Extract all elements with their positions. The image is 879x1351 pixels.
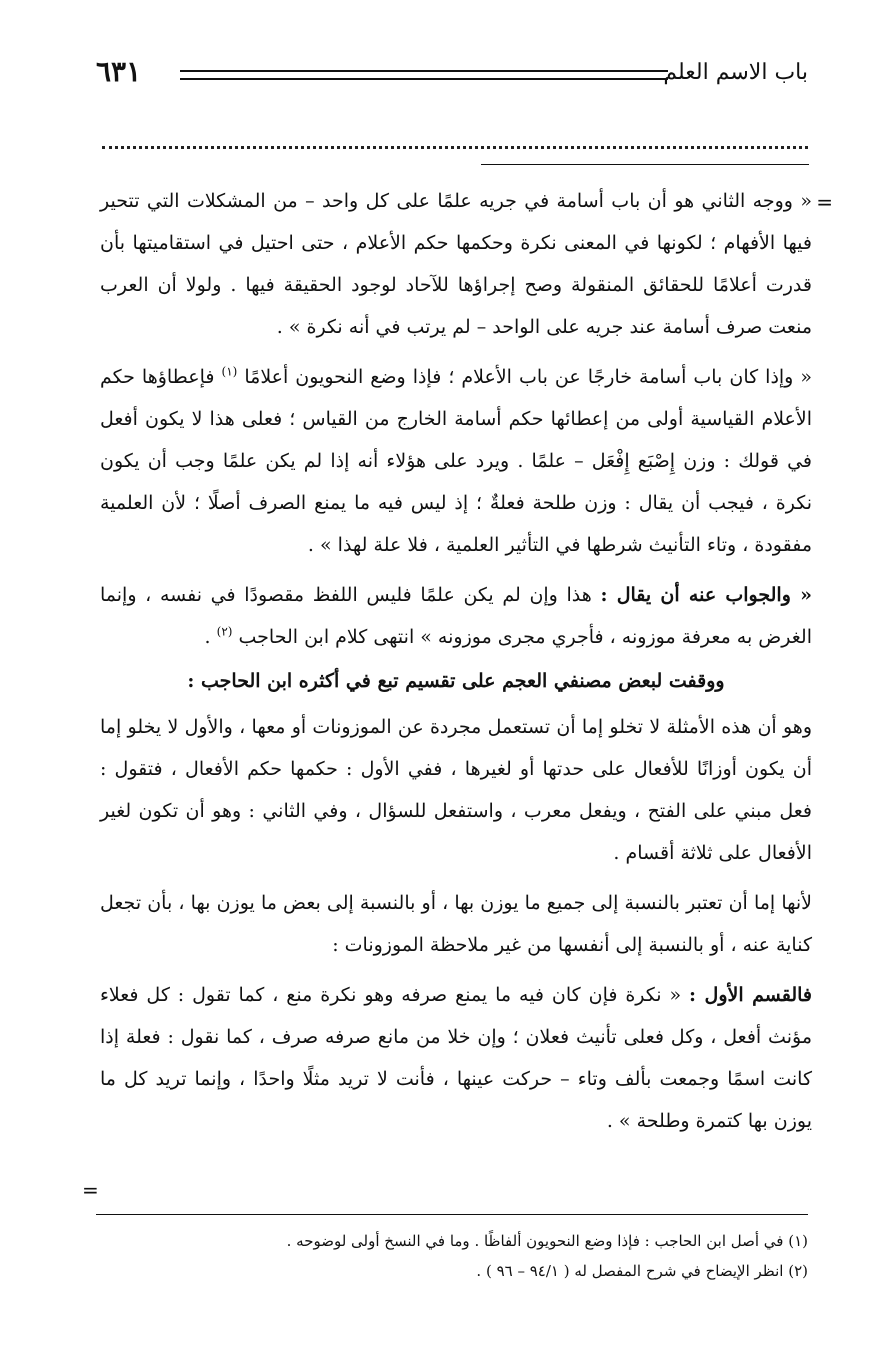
margin-equals-mark-bottom: = [82,1178,99,1202]
paragraph-2-part-b: فإعطاؤها حكم الأعلام القياسية أولى من إعطائها حكم أسامة الخارج من القياس ؛ فعلى هذا لا يكون أفعل في قولك : وزن إِصْبَع إِفْعَل – علمًا . ويرد على هؤلاء أنه إذا لم يكن علمًا وجب أن يكون نكرة ، فيجب أن يقال : وزن طلحة فعلةٌ ؛ إذ ليس فيه ما يمنع الصرف أصلًا ؛ لأن العلمية مفقودة ، وتاء التأنيث شرطها في التأثير العلمية ، فلا علة لهذا » . [100,366,812,556]
short-separator-rule [481,164,809,165]
paragraph-3 [100,574,812,658]
paragraph-2-part-a: « وإذا كان باب أسامة خارجًا عن باب الأعلام ؛ فإذا وضع النحويون أعلامًا [244,366,813,388]
paragraph-2 [100,356,812,566]
paragraph-6-text: « نكرة فإن كان فيه ما يمنع صرفه وهو نكرة منع ، كما تقول : كل فعلاء مؤنث أفعل ، وكل فعلى تأنيث فعلان ؛ وإن خلا من مانع صرفه صرف ، كما نقول : فعلة إذا كانت اسمًا وجمعت بألف وتاء – حركت عينها ، فأنت لا تريد مثلًا واحدًا ، وإنما تريد كل ما يوزن بها كتمرة وطلحة » . [100,984,812,1132]
chapter-title: باب الاسم العلم [663,60,808,85]
header-double-rule [180,70,668,80]
main-text [100,180,812,1150]
answer-lead: « والجواب عنه أن يقال : [600,584,812,606]
footnote-ref-2[interactable]: (٢) [216,624,233,639]
paragraph-3-end: . [204,626,217,648]
first-section-label: فالقسم الأول : [689,984,812,1006]
paragraph-1: « ووجه الثاني هو أن باب أسامة في جريه علمًا على كل واحد – من المشكلات التي تتحير فيها الأفهام ؛ لكونها في المعنى نكرة وحكمها حكم الأعلام ، حتى احتيل في استقاميتها بأن قدرت أعلامًا للحقائق المنقولة وصح إجراؤها للآحاد لوجود الحقيقة فيها . ولولا أن العرب منعت صرف أسامة عند جريه على الواحد – لم يرتب في أنه نكرة » . [100,190,812,338]
footnote-separator [96,1214,808,1215]
page-number: ٦٣١ [96,55,142,88]
paragraph-6 [100,974,812,1142]
paragraph-5: لأنها إما أن تعتبر بالنسبة إلى جميع ما يوزن بها ، أو بالنسبة إلى بعض ما يوزن بها ، بأن تجعل كناية عنه ، أو بالنسبة إلى أنفسها من غير ملاحظة الموزونات : [100,892,812,956]
paragraph-3-text: هذا وإن لم يكن علمًا فليس اللفظ مقصودًا في نفسه ، وإنما الغرض به معرفة موزونه ، فأجري مجرى موزونه » انتهى كلام ابن الحاجب [100,584,812,648]
footnote-2: (٢) انظر الإيضاح في شرح المفصل له ( ٩٤/١ – ٩٦ ) . [476,1262,808,1280]
paragraph-4: وهو أن هذه الأمثلة لا تخلو إما أن تستعمل مجردة عن الموزونات أو معها ، والأول لا يخلو إما أن يكون أوزانًا للأفعال على حدتها أو لغيرها ، ففي الأول : حكمها حكم الأفعال ، فتقول : فعل مبني على الفتح ، ويفعل معرب ، واستفعل للسؤال ، وفي الثاني : وهو أن تكون لغير الأفعال على ثلاثة أقسام . [100,716,812,864]
footnote-ref-1[interactable]: (١) [221,364,238,379]
running-header [96,55,808,92]
footnote-1: (١) في أصل ابن الحاجب : فإذا وضع النحويون ألفاظًا . وما في النسخ أولى لوضوحه . [286,1232,808,1250]
footnotes [100,1226,808,1286]
section-heading: ووقفت لبعض مصنفي العجم على تقسيم تبع في أكثره ابن الحاجب : [187,670,725,692]
dotted-separator [102,146,808,149]
margin-equals-mark-top: = [816,190,833,214]
